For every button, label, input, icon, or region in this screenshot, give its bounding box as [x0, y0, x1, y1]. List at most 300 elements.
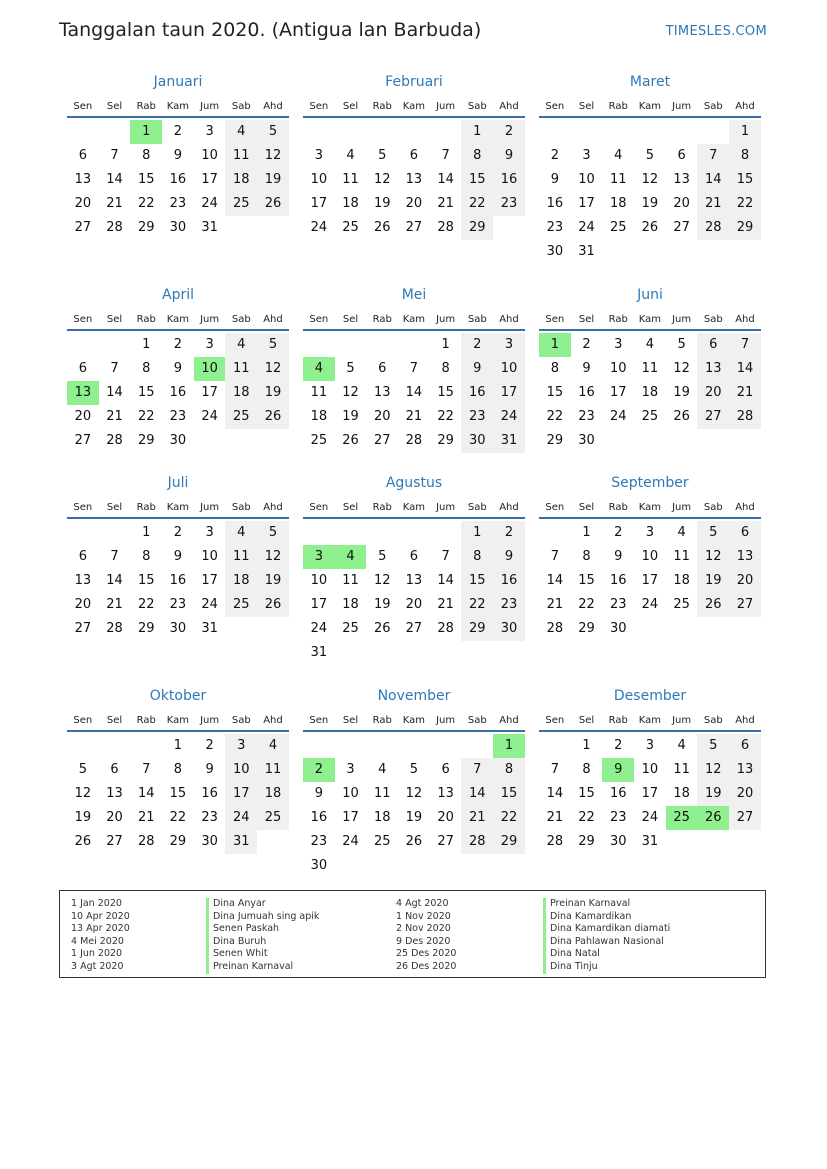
day-cell: 2: [582, 337, 591, 352]
month-name: Januari: [153, 74, 203, 90]
day-cell: 2: [205, 738, 214, 753]
day-cell: 22: [729, 192, 761, 216]
day-cell: 18: [373, 810, 391, 825]
weekday-label: Sel: [342, 313, 359, 325]
day-cell: 5: [697, 521, 729, 545]
day-cell: 16: [169, 172, 187, 187]
legend-holiday-name: Dina Natal: [543, 948, 670, 961]
day-cell: 8: [461, 144, 493, 168]
day-cell: 25: [257, 806, 289, 830]
weekday-header: [303, 96, 525, 118]
day-cell: 26: [673, 409, 690, 424]
weekday-label: Rab: [608, 100, 628, 112]
day-cell: 19: [697, 569, 729, 593]
day-cell: 6: [441, 762, 450, 777]
day-cell: 17: [641, 786, 659, 801]
day-grid: [539, 734, 761, 854]
weekday-header: [303, 497, 525, 519]
day-cell: 29: [493, 830, 525, 854]
weekday-label: Ahd: [735, 501, 755, 513]
day-cell: 8: [441, 361, 450, 376]
day-cell: 22: [137, 409, 155, 424]
legend-date: 9 Des 2020: [396, 935, 451, 947]
empty-cell: [666, 120, 698, 144]
day-cell: 17: [201, 385, 218, 400]
day-cell: 2: [173, 124, 183, 139]
day-cell: 5: [346, 361, 355, 376]
day-cell: 14: [106, 573, 123, 588]
day-cell: 11: [673, 762, 690, 777]
day-cell: 3: [205, 124, 214, 139]
day-cell: 29: [137, 220, 155, 235]
weekday-label: Ahd: [735, 100, 755, 112]
day-cell: 15: [137, 385, 155, 400]
weekday-label: Sel: [106, 313, 123, 325]
day-cell: 29: [729, 216, 761, 240]
day-cell: 18: [342, 597, 359, 612]
weekday-label: Rab: [372, 100, 392, 112]
weekday-label: Rab: [608, 313, 628, 325]
day-cell: 15: [137, 573, 155, 588]
day-cell: 9: [614, 549, 623, 564]
day-cell: 28: [137, 834, 155, 849]
day-cell: 31: [493, 429, 525, 453]
day-cell: 15: [546, 385, 564, 400]
day-cell: 25: [342, 621, 359, 636]
day-cell: 24: [225, 806, 257, 830]
day-cell: 18: [342, 196, 359, 211]
weekday-label: Rab: [372, 313, 392, 325]
day-cell: 11: [225, 144, 257, 168]
weekday-label: Sel: [578, 501, 595, 513]
day-cell: 25: [225, 593, 257, 617]
day-cell: 25: [225, 405, 257, 429]
day-cell: 25: [342, 220, 359, 235]
legend-date: 4 Agt 2020: [396, 898, 449, 909]
holiday-day-cell: 2: [303, 758, 335, 782]
day-cell: 30: [169, 433, 187, 448]
weekday-label: Sel: [578, 714, 595, 726]
day-cell: 31: [201, 621, 218, 636]
brand-logo-text[interactable]: TIMESLES.COM: [665, 24, 767, 39]
day-cell: 19: [641, 196, 659, 211]
day-cell: 28: [106, 621, 123, 636]
weekday-label: Sab: [703, 714, 723, 726]
day-cell: 16: [546, 196, 564, 211]
day-cell: 27: [437, 834, 454, 849]
day-cell: 20: [74, 597, 92, 612]
day-cell: 18: [225, 381, 257, 405]
day-cell: 20: [405, 597, 423, 612]
day-cell: 2: [493, 120, 525, 144]
day-cell: 22: [461, 192, 493, 216]
day-cell: 4: [677, 738, 686, 753]
legend-date: 10 Apr 2020: [71, 910, 130, 922]
day-cell: 16: [609, 573, 627, 588]
weekday-label: Jum: [200, 313, 220, 325]
day-cell: 13: [405, 172, 423, 187]
weekday-label: Sel: [578, 313, 595, 325]
weekday-label: Rab: [136, 501, 156, 513]
day-cell: 10: [342, 786, 359, 801]
day-cell: 8: [550, 361, 559, 376]
day-cell: 11: [310, 385, 328, 400]
legend-date: 3 Agt 2020: [71, 960, 124, 972]
day-cell: 27: [673, 220, 690, 235]
legend-date: 1 Nov 2020: [396, 910, 451, 922]
day-cell: 11: [673, 549, 690, 564]
day-cell: 7: [441, 549, 450, 564]
weekday-label: Jum: [200, 714, 220, 726]
weekday-header: [303, 309, 525, 331]
day-cell: 18: [310, 409, 328, 424]
holiday-day-cell: 4: [303, 357, 335, 381]
day-cell: 8: [142, 361, 151, 376]
day-cell: 9: [461, 357, 493, 381]
month-name: November: [377, 688, 451, 704]
weekday-label: Sen: [73, 313, 93, 325]
day-cell: 14: [137, 786, 155, 801]
weekday-label: Sab: [231, 100, 251, 112]
empty-cell: [398, 333, 430, 357]
day-cell: 8: [729, 144, 761, 168]
month-name: Mei: [401, 287, 427, 303]
day-cell: 13: [74, 573, 92, 588]
day-grid: [67, 521, 289, 641]
day-cell: 24: [641, 810, 659, 825]
day-cell: 17: [641, 573, 659, 588]
empty-cell: [335, 734, 367, 758]
legend-date: 1 Jun 2020: [71, 948, 123, 960]
day-cell: 28: [437, 220, 454, 235]
holiday-day-cell: 1: [493, 734, 525, 758]
day-cell: 12: [257, 545, 289, 569]
empty-cell: [430, 521, 462, 545]
month-name: Oktober: [149, 688, 207, 704]
weekday-label: Sab: [231, 714, 251, 726]
day-cell: 7: [441, 148, 450, 163]
weekday-label: Ahd: [735, 714, 755, 726]
day-cell: 20: [373, 409, 391, 424]
legend-date: 1 Jan 2020: [71, 898, 122, 909]
legend-holiday-name: Dina Buruh: [206, 936, 319, 949]
day-cell: 11: [225, 357, 257, 381]
weekday-label: Rab: [608, 714, 628, 726]
day-cell: 6: [677, 148, 686, 163]
day-cell: 2: [614, 525, 623, 540]
day-cell: 3: [225, 734, 257, 758]
day-cell: 6: [110, 762, 119, 777]
day-cell: 22: [578, 597, 595, 612]
day-cell: 9: [493, 144, 525, 168]
day-grid: [303, 521, 525, 665]
legend-holiday-name: Dina Kamardikan: [543, 911, 670, 924]
day-cell: 26: [373, 621, 391, 636]
day-cell: 22: [137, 597, 155, 612]
day-cell: 21: [729, 381, 761, 405]
weekday-label: Kam: [638, 714, 662, 726]
weekday-label: Kam: [166, 501, 190, 513]
day-cell: 7: [409, 361, 419, 376]
day-cell: 17: [201, 573, 218, 588]
day-grid: [539, 120, 761, 264]
day-cell: 19: [697, 782, 729, 806]
empty-cell: [430, 120, 462, 144]
day-cell: 4: [614, 148, 623, 163]
day-cell: 12: [641, 172, 659, 187]
day-cell: 8: [142, 549, 151, 564]
holiday-day-cell: 1: [130, 120, 162, 144]
day-cell: 15: [437, 385, 454, 400]
day-cell: 10: [641, 549, 659, 564]
empty-cell: [99, 734, 131, 758]
day-cell: 11: [609, 172, 627, 187]
day-cell: 17: [578, 196, 595, 211]
day-cell: 16: [493, 569, 525, 593]
legend-holiday-name: Senen Whit: [206, 948, 319, 961]
day-cell: 27: [405, 621, 423, 636]
weekday-label: Sel: [106, 501, 123, 513]
day-cell: 9: [173, 361, 183, 376]
legend-holiday-name: Dina Kamardikan diamati: [543, 923, 670, 936]
day-cell: 1: [729, 120, 761, 144]
day-cell: 11: [342, 573, 359, 588]
day-cell: 23: [461, 405, 493, 429]
day-cell: 22: [137, 196, 155, 211]
weekday-label: Jum: [200, 100, 220, 112]
day-cell: 7: [110, 361, 119, 376]
weekday-label: Kam: [638, 501, 662, 513]
day-cell: 5: [257, 120, 289, 144]
holiday-day-cell: 1: [539, 333, 571, 357]
day-cell: 28: [405, 433, 423, 448]
day-cell: 9: [173, 549, 183, 564]
day-cell: 17: [310, 597, 328, 612]
day-cell: 18: [225, 168, 257, 192]
day-cell: 31: [578, 244, 595, 259]
weekday-label: Sen: [545, 714, 565, 726]
weekday-label: Ahd: [263, 313, 283, 325]
day-cell: 5: [645, 148, 655, 163]
day-cell: 23: [310, 834, 328, 849]
day-cell: 10: [225, 758, 257, 782]
day-cell: 21: [137, 810, 155, 825]
day-cell: 14: [697, 168, 729, 192]
day-cell: 21: [437, 597, 454, 612]
day-cell: 1: [142, 337, 151, 352]
day-cell: 21: [437, 196, 454, 211]
day-cell: 15: [729, 168, 761, 192]
day-cell: 3: [314, 148, 323, 163]
day-cell: 17: [201, 172, 218, 187]
holiday-day-cell: 10: [194, 357, 226, 381]
weekday-label: Sen: [309, 100, 329, 112]
day-cell: 12: [373, 172, 391, 187]
weekday-label: Sen: [73, 501, 93, 513]
day-cell: 29: [546, 433, 564, 448]
day-cell: 19: [405, 810, 423, 825]
weekday-label: Sab: [703, 501, 723, 513]
day-cell: 9: [205, 762, 214, 777]
month-oktober: [67, 686, 289, 854]
day-cell: 30: [169, 621, 187, 636]
day-cell: 4: [677, 525, 686, 540]
empty-cell: [303, 734, 335, 758]
day-cell: 25: [225, 192, 257, 216]
day-cell: 13: [729, 545, 761, 569]
day-cell: 19: [74, 810, 92, 825]
day-cell: 14: [437, 573, 454, 588]
weekday-label: Kam: [402, 501, 426, 513]
day-cell: 26: [373, 220, 391, 235]
weekday-label: Jum: [436, 714, 456, 726]
day-cell: 29: [578, 621, 595, 636]
day-cell: 22: [437, 409, 454, 424]
day-cell: 15: [461, 168, 493, 192]
month-desember: [539, 686, 761, 854]
legend-holiday-name: Dina Tinju: [543, 961, 670, 974]
weekday-label: Rab: [136, 313, 156, 325]
empty-cell: [398, 734, 430, 758]
day-cell: 26: [641, 220, 659, 235]
day-cell: 4: [346, 148, 355, 163]
weekday-label: Sel: [342, 714, 359, 726]
day-cell: 4: [225, 521, 257, 545]
day-cell: 13: [74, 172, 92, 187]
day-cell: 25: [373, 834, 391, 849]
day-cell: 20: [729, 569, 761, 593]
weekday-label: Sel: [106, 714, 123, 726]
day-cell: 16: [493, 168, 525, 192]
day-cell: 14: [106, 172, 123, 187]
legend-names-col-2: [543, 898, 670, 974]
weekday-label: Sen: [309, 714, 329, 726]
day-cell: 28: [729, 405, 761, 429]
day-cell: 17: [225, 782, 257, 806]
day-grid: [303, 120, 525, 240]
day-cell: 10: [201, 549, 218, 564]
day-cell: 18: [257, 782, 289, 806]
day-cell: 21: [697, 192, 729, 216]
day-cell: 22: [493, 806, 525, 830]
day-cell: 10: [201, 148, 218, 163]
weekday-label: Sel: [342, 501, 359, 513]
day-cell: 15: [137, 172, 155, 187]
day-cell: 4: [225, 120, 257, 144]
day-cell: 2: [173, 337, 183, 352]
day-cell: 7: [110, 148, 119, 163]
day-cell: 13: [697, 357, 729, 381]
weekday-label: Jum: [436, 501, 456, 513]
weekday-header: [303, 710, 525, 732]
weekday-label: Sab: [467, 501, 487, 513]
holiday-day-cell: 4: [335, 545, 367, 569]
month-name: April: [162, 287, 194, 303]
day-cell: 26: [257, 192, 289, 216]
day-cell: 5: [78, 762, 87, 777]
day-cell: 3: [205, 525, 214, 540]
weekday-label: Jum: [436, 313, 456, 325]
weekday-header: [539, 96, 761, 118]
day-cell: 4: [645, 337, 655, 352]
weekday-label: Sab: [231, 501, 251, 513]
day-cell: 24: [201, 409, 218, 424]
day-cell: 6: [729, 734, 761, 758]
day-cell: 24: [342, 834, 359, 849]
day-cell: 18: [673, 573, 690, 588]
day-cell: 13: [673, 172, 690, 187]
day-cell: 3: [614, 337, 623, 352]
weekday-label: Jum: [672, 714, 692, 726]
month-juli: [67, 473, 289, 641]
day-cell: 12: [257, 357, 289, 381]
weekday-label: Ahd: [263, 100, 283, 112]
day-grid: [67, 333, 289, 453]
weekday-label: Rab: [608, 501, 628, 513]
empty-cell: [366, 734, 398, 758]
weekday-header: [67, 497, 289, 519]
empty-cell: [398, 521, 430, 545]
day-cell: 26: [74, 834, 92, 849]
day-cell: 26: [342, 433, 359, 448]
day-cell: 13: [106, 786, 123, 801]
weekday-label: Ahd: [263, 714, 283, 726]
day-cell: 1: [441, 337, 450, 352]
empty-cell: [303, 120, 335, 144]
day-cell: 6: [78, 148, 87, 163]
day-cell: 26: [257, 405, 289, 429]
weekday-label: Ahd: [263, 501, 283, 513]
day-cell: 5: [257, 521, 289, 545]
weekday-header: [539, 309, 761, 331]
weekday-label: Sen: [309, 313, 329, 325]
day-cell: 11: [257, 758, 289, 782]
day-cell: 9: [314, 786, 323, 801]
weekday-label: Sab: [231, 313, 251, 325]
day-grid: [303, 333, 525, 453]
weekday-label: Sel: [578, 100, 595, 112]
day-cell: 7: [142, 762, 151, 777]
day-cell: 22: [546, 409, 564, 424]
legend-holiday-name: Dina Pahlawan Nasional: [543, 936, 670, 949]
day-cell: 20: [437, 810, 454, 825]
month-name: Agustus: [385, 475, 443, 491]
weekday-label: Rab: [136, 100, 156, 112]
day-grid: [539, 333, 761, 453]
day-cell: 12: [74, 786, 92, 801]
day-cell: 6: [729, 521, 761, 545]
day-cell: 19: [257, 381, 289, 405]
empty-cell: [366, 120, 398, 144]
day-cell: 10: [493, 357, 525, 381]
day-cell: 23: [609, 597, 627, 612]
empty-cell: [335, 521, 367, 545]
empty-cell: [461, 734, 493, 758]
holiday-day-cell: 9: [602, 758, 634, 782]
day-cell: 11: [373, 786, 391, 801]
day-cell: 6: [78, 549, 87, 564]
day-cell: 27: [106, 834, 123, 849]
day-cell: 13: [373, 385, 391, 400]
weekday-label: Sab: [467, 100, 487, 112]
weekday-label: Jum: [200, 501, 220, 513]
legend-date: 4 Mei 2020: [71, 935, 124, 947]
day-cell: 4: [257, 734, 289, 758]
day-cell: 23: [169, 409, 187, 424]
day-cell: 24: [201, 597, 218, 612]
day-cell: 20: [729, 782, 761, 806]
weekday-label: Jum: [672, 501, 692, 513]
